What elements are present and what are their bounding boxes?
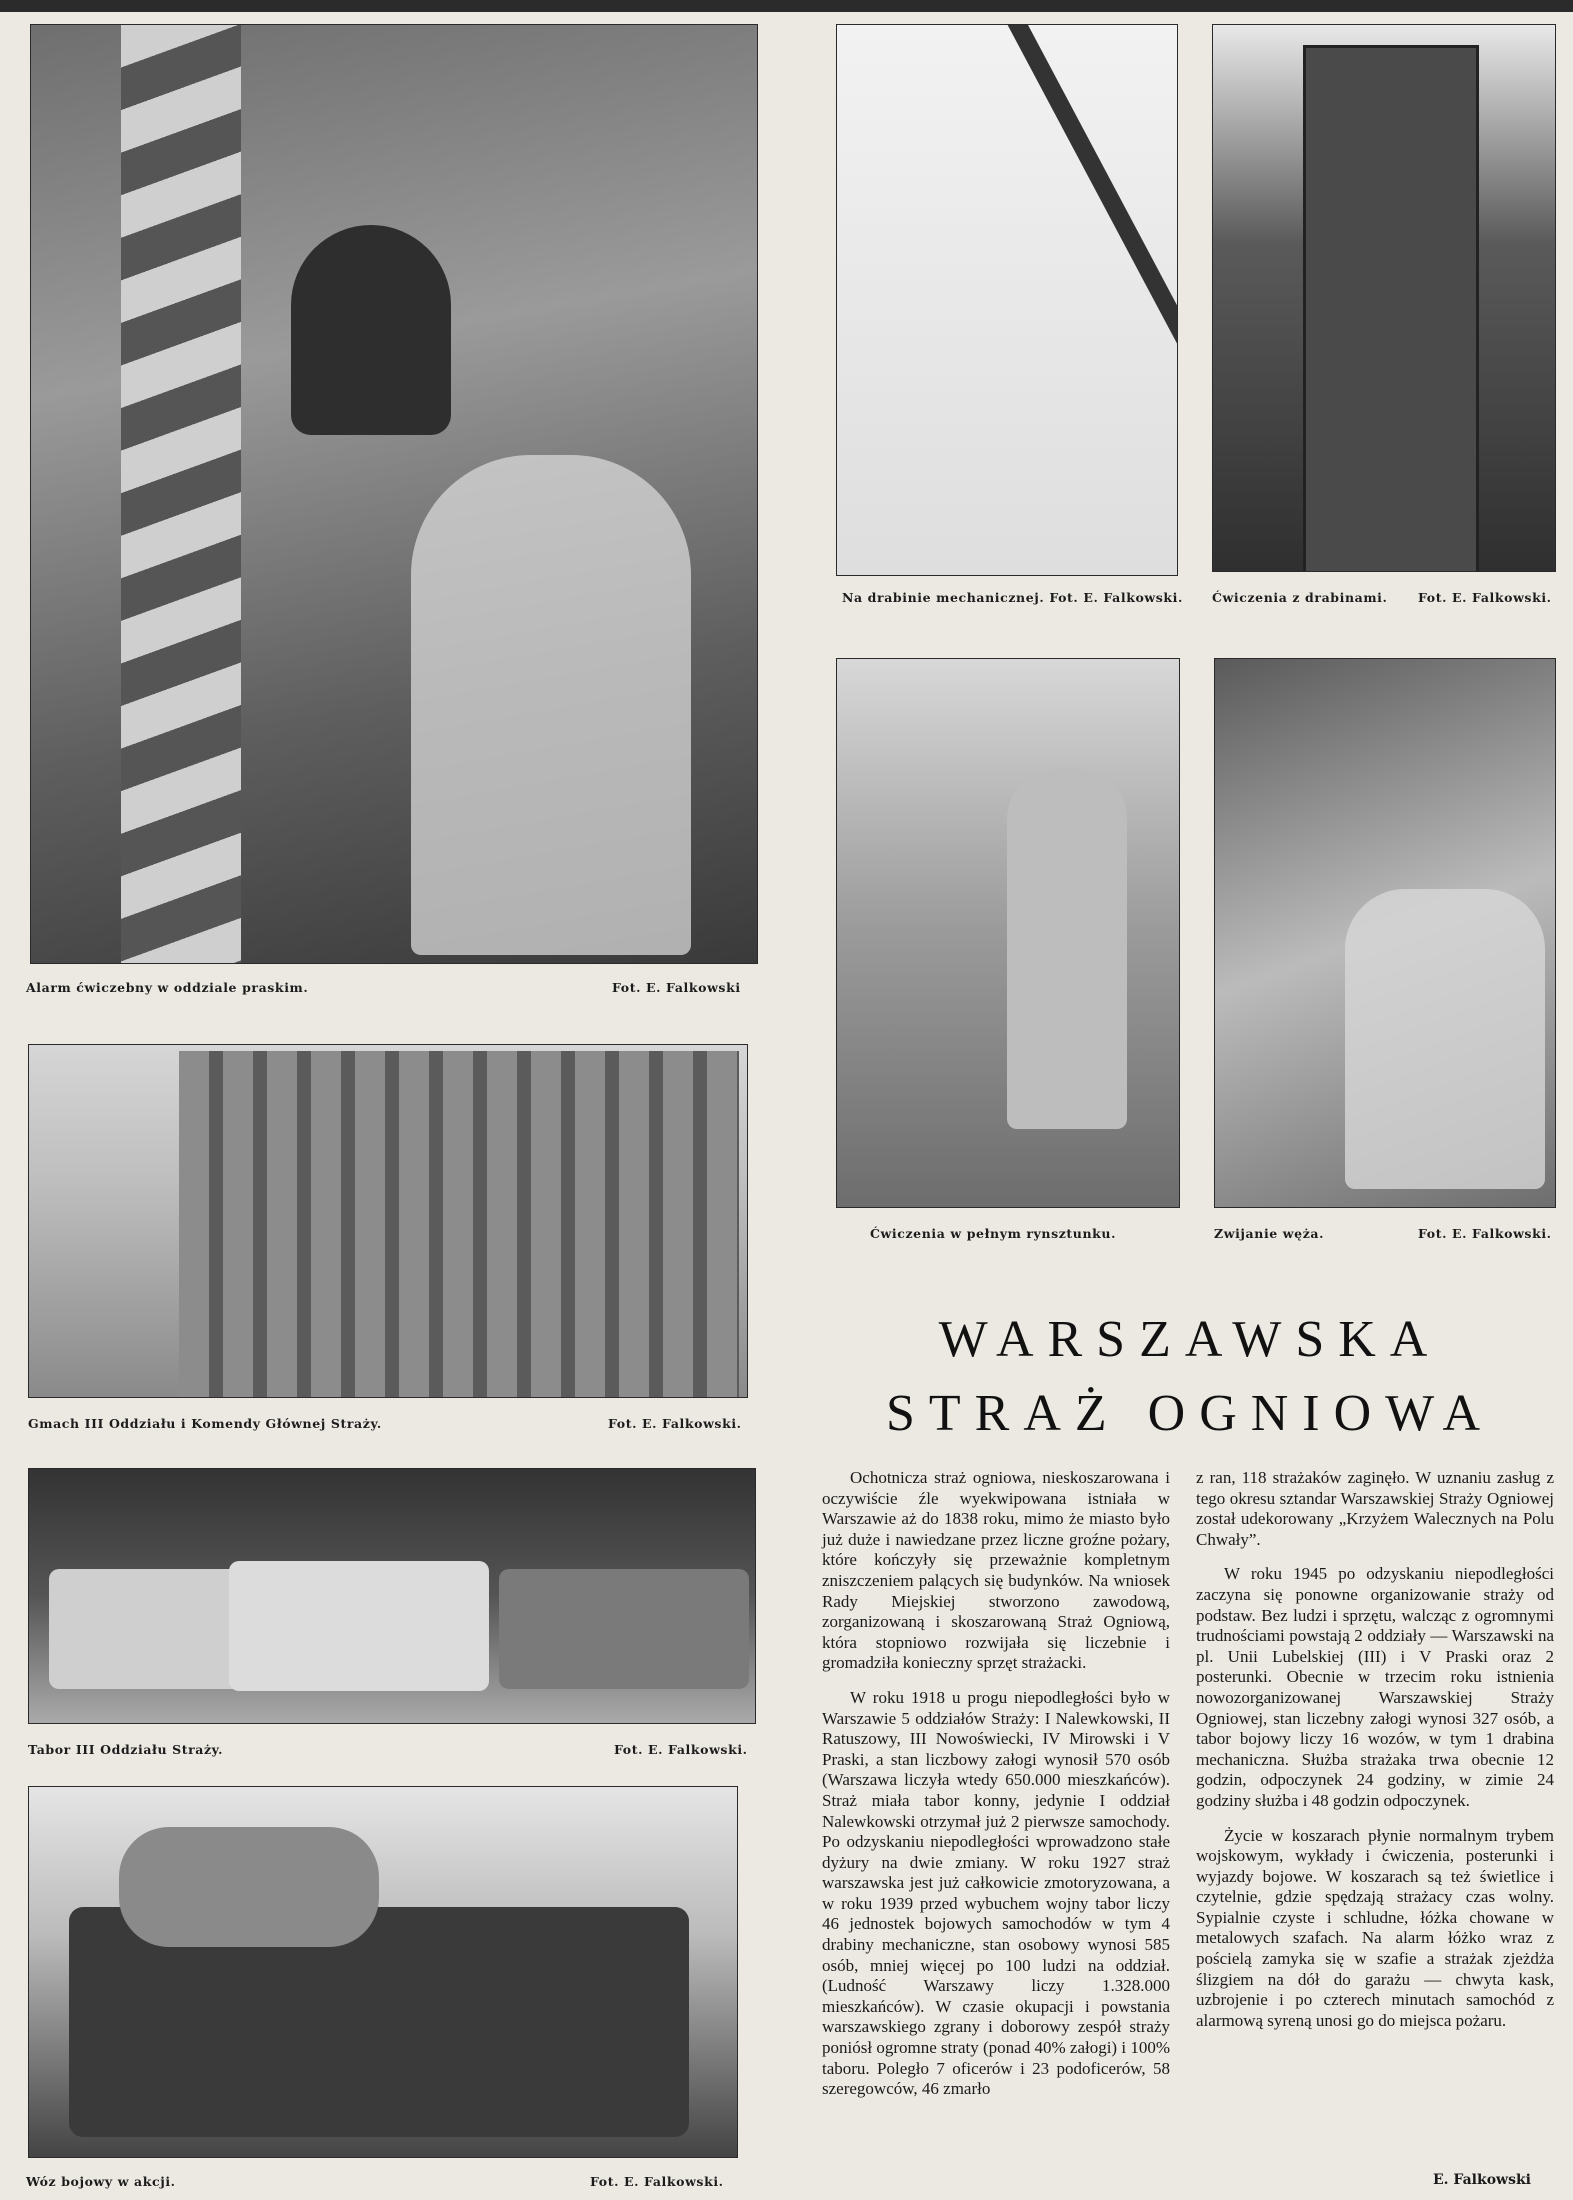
tower-shape — [1303, 45, 1479, 572]
article-paragraph: W roku 1918 u progu niepodległości było w Warszawie 5 oddziałów Straży: I Nalewkowski, II Ratuszowy, III Nowoświecki, IV Mirowski i V Praski, a stan liczbowy załogi wynosił 570 osób (Warszawa liczyła wtedy 650.000 mieszkańców). Straż miała tabor konny, jedynie I oddział Nalewkowski otrzymał już 2 pierwsze samochody. Po odzyskaniu niepodległości wprowadzono stałe dyżury na dwie zmiany. W roku 1927 straż warszawska jest już całkowicie zmotoryzowana, a w roku 1939 przed wybuchem wojny tabor liczy 46 jednostek bojowych samochodów w tym 4 drabiny mechaniczne, stan osobowy wynosi 585 osób, mniej więcej po 100 ludzi na oddział. (Ludność Warszawy liczy 1.328.000 mieszkańców). W czasie okupacji i powstania warszawskiego zgrany i doborowy zespół straży poniósł ogromne straty (ponad 40% załogi) i 100% taboru. Poległo 7 oficerów i 23 podoficerów, 58 szeregowców, 46 zmarło — [822, 1687, 1170, 2099]
caption-building: Gmach III Oddziału i Komendy Głównej Straży. — [28, 1416, 382, 1431]
article-paragraph: z ran, 118 strażaków zaginęło. W uznaniu zasług z tego okresu sztandar Warszawskiej Straży Ogniowej został udekorowany „Krzyżem Walecznych na Polu Chwały”. — [1196, 1468, 1554, 1549]
article-paragraph: W roku 1945 po odzyskaniu niepodległości zaczyna się ponowne organizowanie straży od podstaw. Bez ludzi i sprzętu, walcząc z ogromnymi trudnościami powstają 2 oddziały — Warszawski na pl. Unii Lubelskiej (III) i V Praski oraz 2 posterunki. Obecnie w trzecim roku istnienia nowozorganizowanej Warszawskiej Straży Ogniowej, stan liczebny załogi wynosi 327 osób, a tabor bojowy liczy 16 wozów, w tym 1 drabina mechaniczna. Służba strażaka trwa obecnie 12 godzin, odpoczynek 24 godziny, w zimie 24 godziny służba i 48 godzin odpoczynek. — [1196, 1564, 1554, 1810]
caption-hose: Zwijanie węża. — [1214, 1226, 1325, 1241]
credit-tower: Fot. E. Falkowski. — [1418, 590, 1552, 605]
photo-alarm-bell — [30, 24, 758, 964]
credit-hose: Fot. E. Falkowski. — [1418, 1226, 1552, 1241]
fire-truck-2 — [229, 1561, 489, 1691]
building-facade — [179, 1051, 739, 1397]
article-signature: E. Falkowski — [1433, 2172, 1531, 2188]
photo-building — [28, 1044, 748, 1398]
caption-truck: Wóz bojowy w akcji. — [26, 2174, 176, 2189]
photo-mechanical-ladder — [836, 24, 1178, 576]
photo-fleet — [28, 1468, 756, 1724]
firefighters-pair — [1345, 889, 1545, 1189]
credit-building: Fot. E. Falkowski. — [608, 1416, 742, 1431]
article-paragraph: Życie w koszarach płynie normalnym trybem wojskowym, wykłady i ćwiczenia, posterunki i wyjazdy bojowe. W koszarach są też świetlice i czytelnie, gdzie spędzają strażacy czas wolny. Sypialnie czyste i schludne, łóżka chowane w metalowych szafach. Na alarm łóżko wraz z pościelą zamyka się w szafie a strażak zjeżdża ślizgiem na dół do garażu — chwyta kask, uzbrojenie i po czterech minutach samochód z alarmową syreną unosi go do miejsca pożaru. — [1196, 1825, 1554, 2030]
bell-shape — [291, 225, 451, 435]
photo-hose-rolling — [1214, 658, 1556, 1208]
fire-truck-3 — [499, 1569, 749, 1689]
top-strip — [0, 0, 1573, 12]
credit-alarm: Fot. E. Falkowski — [612, 980, 741, 995]
credit-fleet: Fot. E. Falkowski. — [614, 1742, 748, 1757]
ladder-shape — [997, 24, 1178, 570]
article-paragraph: Ochotnicza straż ogniowa, nieskoszarowana i oczywiście źle wyekwipowana istniała w Warszawie aż do 1838 roku, mimo że miasto było już duże i nawiedzane przez liczne groźne pożary, które kończyły się przeważnie kompletnym zniszczeniem palących się budynków. Na wniosek Rady Miejskiej stworzono zawodową, zorganizowaną i skoszarowaną Straż Ogniową, która stopniowo rozwijała się liczebnie i gromadziła konieczny sprzęt strażacki. — [822, 1468, 1170, 1673]
striped-pillar — [121, 25, 241, 963]
caption-alarm: Alarm ćwiczebny w oddziale praskim. — [26, 980, 309, 995]
caption-ladder: Na drabinie mechanicznej. Fot. E. Falkowski. — [842, 590, 1183, 605]
article-column-1 — [822, 1468, 1170, 2100]
caption-tower: Ćwiczenia z drabinami. — [1212, 590, 1388, 605]
photo-full-gear — [836, 658, 1180, 1208]
headline-line2: STRAŻ OGNIOWA — [885, 1385, 1495, 1442]
article-column-2 — [1196, 1468, 1554, 2031]
headline-line1: WARSZAWSKA — [938, 1311, 1442, 1368]
photo-truck-action — [28, 1786, 738, 2158]
firefighter-figure — [411, 455, 691, 955]
caption-gear: Ćwiczenia w pełnym rynsztunku. — [870, 1226, 1117, 1241]
photo-drill-tower — [1212, 24, 1556, 572]
firefighters-group — [119, 1827, 379, 1947]
firefighter-with-hose — [1007, 769, 1127, 1129]
caption-fleet: Tabor III Oddziału Straży. — [28, 1742, 224, 1757]
credit-truck: Fot. E. Falkowski. — [590, 2174, 724, 2189]
